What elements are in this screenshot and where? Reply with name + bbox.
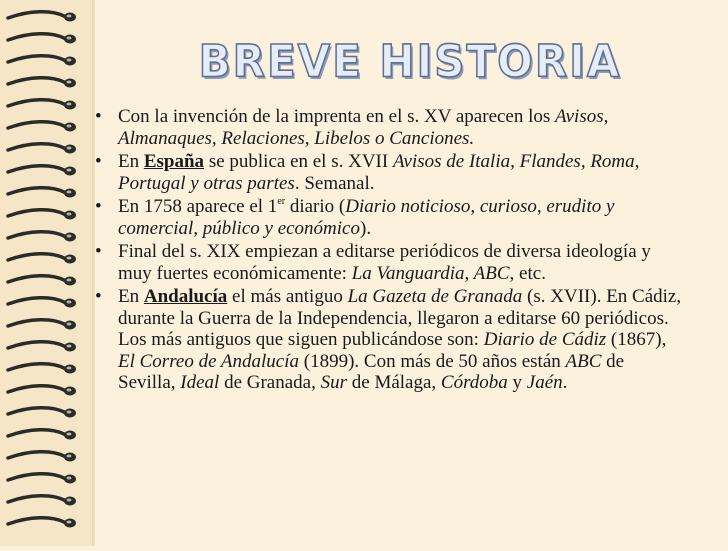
spiral-binding-ring-icon (8, 298, 76, 308)
slide-title: BREVE HISTORIA (198, 35, 622, 87)
spiral-binding-ring-icon (8, 364, 76, 374)
spiral-binding-ring-icon (8, 452, 76, 462)
spiral-binding-ring-icon (8, 100, 76, 110)
spiral-binding-ring-icon (8, 518, 76, 528)
spiral-binding-ring-icon (8, 232, 76, 242)
spiral-binding-ring-icon (8, 474, 76, 484)
list-item: • Final del s. XIX empiezan a editarse periódicos de diversa ideología y muy fuertes económicamente: La Vanguardia, ABC, etc. (95, 241, 651, 284)
spiral-binding-ring-icon (8, 166, 76, 176)
spiral-binding-ring-icon (8, 34, 76, 44)
bullet-icon: • (95, 151, 102, 172)
bullet-icon: • (95, 196, 102, 217)
list-item: • En España se publica en el s. XVII Avisos de Italia, Flandes, Roma, Portugal y otras partes. Semanal. (95, 151, 640, 194)
bullet-icon: • (95, 286, 102, 307)
spiral-binding-ring-icon (8, 408, 76, 418)
list-item: • En Andalucía el más antiguo La Gazeta de Granada (s. XVII). En Cádiz, durante la Guerra de la Independencia, llegaron a editarse 60 periódicos. Los más antiguos que siguen publicándose son: Diario de Cádiz (1867), El Correo de Andalucía (1899). Con más de 50 años están ABC de Sevilla, Ideal de Granada, Sur de Málaga, Córdoba y Jaén. (95, 286, 682, 393)
spiral-binding-ring-icon (8, 254, 76, 264)
spiral-binding-rings (0, 0, 95, 546)
spiral-binding (0, 0, 95, 546)
spiral-binding-ring-icon (8, 430, 76, 440)
spiral-binding-ring-icon (8, 320, 76, 330)
spiral-binding-ring-icon (8, 78, 76, 88)
spiral-binding-ring-icon (8, 276, 76, 286)
bullet-icon: • (95, 106, 102, 127)
bullet-icon: • (95, 241, 102, 262)
spiral-binding-ring-icon (8, 342, 76, 352)
list-item: • En 1758 aparece el 1er diario (Diario noticioso, curioso, erudito y comercial, público y económico). (95, 196, 615, 239)
spiral-binding-ring-icon (8, 56, 76, 66)
list-item: • Con la invención de la imprenta en el s. XV aparecen los Avisos, Almanaques, Relaciones, Libelos o Canciones. (95, 106, 609, 149)
spiral-binding-ring-icon (8, 188, 76, 198)
spiral-binding-ring-icon (8, 210, 76, 220)
spiral-binding-ring-icon (8, 144, 76, 154)
bullet-list (92, 106, 684, 396)
spiral-binding-ring-icon (8, 386, 76, 396)
spiral-binding-ring-icon (8, 496, 76, 506)
spiral-binding-ring-icon (8, 12, 76, 22)
spiral-binding-ring-icon (8, 122, 76, 132)
title-area (150, 30, 670, 92)
